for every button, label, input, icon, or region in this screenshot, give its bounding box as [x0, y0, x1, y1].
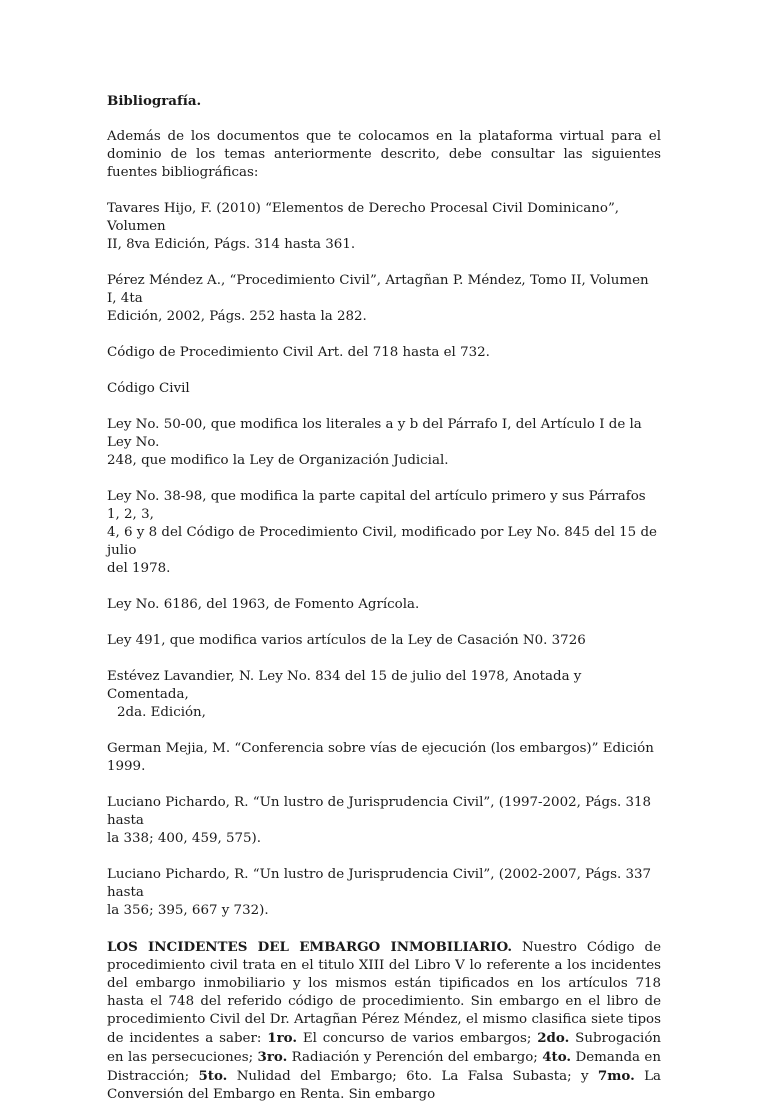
- reference-entry: [107, 200, 661, 254]
- incident-text: Subrogación en las persecuciones;: [107, 1031, 661, 1065]
- reference-line: Ley No. 38-98, que modifica la parte capital del artículo primero y sus Párrafos 1, 2, 3,: [107, 489, 646, 522]
- reference-line: German Mejia, M. “Conferencia sobre vías de ejecución (los embargos)” Edición 1999.: [107, 741, 654, 774]
- reference-entry: [107, 668, 661, 722]
- reference-line: Estévez Lavandier, N. Ley No. 834 del 15 de julio del 1978, Anotada y Comentada,: [107, 669, 582, 702]
- incident-text: La Conversión del Embargo en Renta. Sin embargo: [107, 1069, 661, 1102]
- reference-entry: [107, 380, 661, 398]
- incident-number: 3ro.: [257, 1049, 288, 1065]
- reference-entry: [107, 794, 661, 848]
- section-title: LOS INCIDENTES DEL EMBARGO INMOBILIARIO.: [107, 939, 513, 955]
- reference-line: Ley No. 50-00, que modifica los literales a y b del Párrafo I, del Artículo I de la Ley No.: [107, 417, 642, 450]
- reference-line: del 1978.: [107, 561, 171, 576]
- reference-line: la 338; 400, 459, 575).: [107, 831, 262, 846]
- reference-line: Ley 491, que modifica varios artículos de la Ley de Casación N0. 3726: [107, 633, 586, 648]
- reference-entry: [107, 740, 661, 776]
- reference-entry: [107, 344, 661, 362]
- incident-number: 7mo.: [597, 1068, 635, 1084]
- reference-line: la 356; 395, 667 y 732).: [107, 903, 269, 918]
- document-page: [107, 92, 661, 1104]
- reference-line: Código Civil: [107, 381, 190, 396]
- reference-line: 4, 6 y 8 del Código de Procedimiento Civil, modificado por Ley No. 845 del 15 de julio: [107, 525, 657, 558]
- incident-text: Radiación y Perención del embargo;: [287, 1050, 543, 1065]
- reference-entry: [107, 272, 661, 326]
- reference-entry: [107, 596, 661, 614]
- reference-line: Edición, 2002, Págs. 252 hasta la 282.: [107, 309, 367, 324]
- incident-number: 4to.: [542, 1049, 572, 1065]
- section-text: Nuestro Código de procedimiento civil trata en el titulo XIII del Libro V lo referente a los incidentes del embargo inmobiliario y los mismos están tipificados en los artículos 718 hasta el 748 del referido código de procedimiento. Sin embargo en el libro de procedimiento Civil del Dr. Artagñan Pérez Méndez, el mismo clasifica siete tipos de incidentes a saber:: [107, 940, 661, 1046]
- reference-line: Tavares Hijo, F. (2010) “Elementos de Derecho Procesal Civil Dominicano”, Volumen: [107, 201, 620, 234]
- reference-entry: [107, 866, 661, 920]
- incident-text: Nulidad del Embargo; 6to. La Falsa Subasta; y: [227, 1069, 598, 1084]
- reference-line: 248, que modifico la Ley de Organización Judicial.: [107, 453, 449, 468]
- section-paragraph: [107, 938, 661, 1104]
- incident-number: 1ro.: [267, 1030, 297, 1046]
- reference-line: Código de Procedimiento Civil Art. del 718 hasta el 732.: [107, 345, 490, 360]
- incident-number: 5to.: [198, 1068, 228, 1084]
- page-title: Bibliografía.: [107, 93, 202, 109]
- reference-line: Pérez Méndez A., “Procedimiento Civil”, Artagñan P. Méndez, Tomo II, Volumen I, 4ta: [107, 273, 649, 306]
- reference-line: II, 8va Edición, Págs. 314 hasta 361.: [107, 237, 356, 252]
- reference-line: Ley No. 6186, del 1963, de Fomento Agrícola.: [107, 597, 420, 612]
- reference-line: Luciano Pichardo, R. “Un lustro de Jurisprudencia Civil”, (2002-2007, Págs. 337 hasta: [107, 867, 652, 900]
- incident-number: 2do.: [537, 1030, 570, 1046]
- reference-line: Luciano Pichardo, R. “Un lustro de Jurisprudencia Civil”, (1997-2002, Págs. 318 hasta: [107, 795, 652, 828]
- incident-text: Demanda en Distracción;: [107, 1050, 661, 1084]
- incident-text: El concurso de varios embargos;: [296, 1031, 538, 1046]
- reference-line: 2da. Edición,: [117, 705, 206, 720]
- reference-entry: [107, 632, 661, 650]
- reference-entry: [107, 416, 661, 470]
- intro-paragraph: Además de los documentos que te colocamos en la plataforma virtual para el dominio de los temas anteriormente descrito, debe consultar las siguientes fuentes bibliográficas:: [107, 129, 661, 180]
- reference-entry: [107, 488, 661, 578]
